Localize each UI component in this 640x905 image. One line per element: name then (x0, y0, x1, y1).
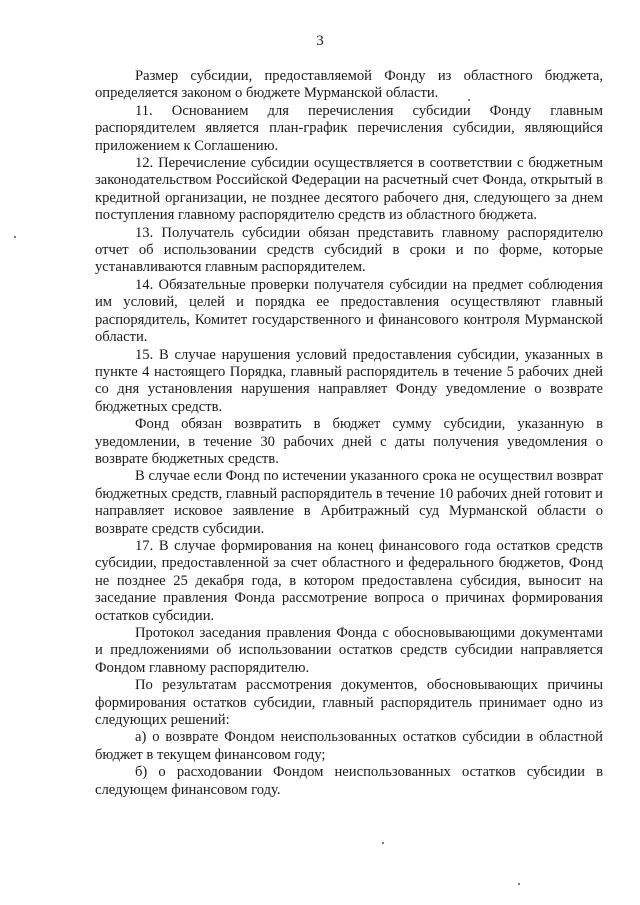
paragraph-17: 17. В случае формирования на конец финансового года остатков средств субсидии, предоставленной за счет областного и федерального бюджетов, Фонд не позднее 25 декабря года, в котором предоставлена субсидия, выносит на заседание правления Фонда рассмотрение вопроса о причинах формирования остатков субсидии. (95, 537, 603, 624)
scan-speck (468, 99, 470, 101)
paragraph-15-lawsuit: В случае если Фонд по истечении указанного срока не осуществил возврат бюджетных средств, главный распорядитель в течение 10 рабочих дней готовит и направляет исковое заявление в Арбитражный суд Мурманской области о возврате средств субсидии. (95, 468, 603, 537)
paragraph-14: 14. Обязательные проверки получателя субсидии на предмет соблюдения им условий, целей и порядка ее предоставления осуществляют главный распорядитель, Комитет государственного и финансового контроля Мурманской области. (95, 276, 603, 346)
scan-speck (14, 236, 16, 238)
paragraph-decision-a: а) о возврате Фондом неиспользованных остатков субсидии в областной бюджет в текущем финансовом году; (95, 729, 603, 763)
paragraph-17-protocol: Протокол заседания правления Фонда с обосновывающими документами и предложениями об использовании остатков средств субсидии направляется Фондом главному распорядителю. (95, 625, 603, 676)
paragraph-12: 12. Перечисление субсидии осуществляется в соответствии с бюджетным законодательством Российской Федерации на расчетный счет Фонда, открытый в кредитной организации, не позднее десятого рабочего дня, следующего за днем поступления главному распорядителю средств из областного бюджета. (95, 155, 603, 224)
paragraph-17-decision: По результатам рассмотрения документов, обосновывающих причины формирования остатков субсидии, главный распорядитель принимает одно из следующих решений: (95, 677, 603, 729)
paragraph-15-return: Фонд обязан возвратить в бюджет сумму субсидии, указанную в уведомлении, в течение 30 рабочих дней с даты получения уведомления о возврате бюджетных средств. (95, 416, 603, 467)
scan-speck (518, 883, 520, 885)
document-body (95, 68, 603, 799)
scan-speck (382, 842, 384, 844)
paragraph-decision-b: б) о расходовании Фондом неиспользованных остатков субсидии в следующем финансовом году. (95, 764, 603, 798)
paragraph-15: 15. В случае нарушения условий предоставления субсидии, указанных в пункте 4 настоящего Порядка, главный распорядитель в течение 5 рабочих дней со дня установления нарушения направляет Фонду уведомление о возврате бюджетных средств. (95, 346, 603, 415)
page-number: 3 (316, 33, 324, 49)
paragraph-13: 13. Получатель субсидии обязан представить главному распорядителю отчет об использовании средств субсидий в сроки и по форме, которые устанавливаются главным распорядителем. (95, 224, 603, 276)
paragraph-11: 11. Основанием для перечисления субсидии Фонду главным распорядителем является план-график перечисления субсидии, являющийся приложением к Соглашению. (95, 102, 603, 154)
paragraph-subsidy-size: Размер субсидии, предоставляемой Фонду из областного бюджета, определяется законом о бюджете Мурманской области. (95, 68, 603, 102)
